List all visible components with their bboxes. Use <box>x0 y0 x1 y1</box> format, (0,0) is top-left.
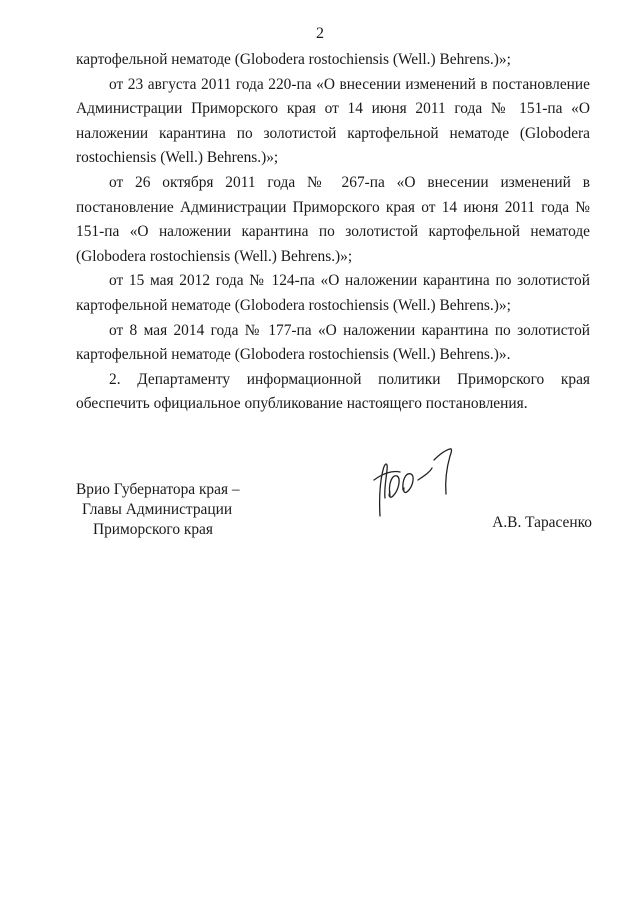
signatory-title-line-3: Приморского края <box>93 521 213 538</box>
signatory-title-line-2: Главы Администрации <box>82 501 233 518</box>
paragraph-resolution-124: от 15 мая 2012 года № 124-па «О наложении карантина по золотистой картофельной нематоде (Globodera rostochiensis (Well.) Behrens.)»; <box>76 272 590 314</box>
handwritten-signature-icon <box>366 436 466 526</box>
document-body <box>76 48 590 417</box>
signatory-title <box>76 480 240 540</box>
paragraph-resolution-220: от 23 августа 2011 года 220-па «О внесении изменений в постановление Администрации Приморского края от 14 июня 2011 года № 151-па «О наложении карантина по золотистой картофельной нематоде (Globodera rostochiensis (Well.) Behrens.)»; <box>76 75 590 167</box>
paragraph-continuation: картофельной нематоде (Globodera rostochiensis (Well.) Behrens.)»; <box>76 51 511 68</box>
paragraph-resolution-267: от 26 октября 2011 года № 267-па «О внесении изменений в постановление Администрации Приморского края от 14 июня 2011 года № 151-па «О наложении карантина по золотистой картофельной нематоде (Globodera rostochiensis (Well.) Behrens.)»; <box>76 173 590 265</box>
page-number: 2 <box>316 25 324 42</box>
paragraph-resolution-177: от 8 мая 2014 года № 177-па «О наложении карантина по золотистой картофельной нематоде (Globodera rostochiensis (Well.) Behrens.)». <box>76 321 590 364</box>
signatory-title-line-1: Врио Губернатора края – <box>76 481 240 498</box>
signatory-name: А.В. Тарасенко <box>492 514 592 531</box>
paragraph-clause-2: 2. Департаменту информационной политики Приморского края обеспечить официальное опубликование настоящего постановления. <box>76 370 590 413</box>
